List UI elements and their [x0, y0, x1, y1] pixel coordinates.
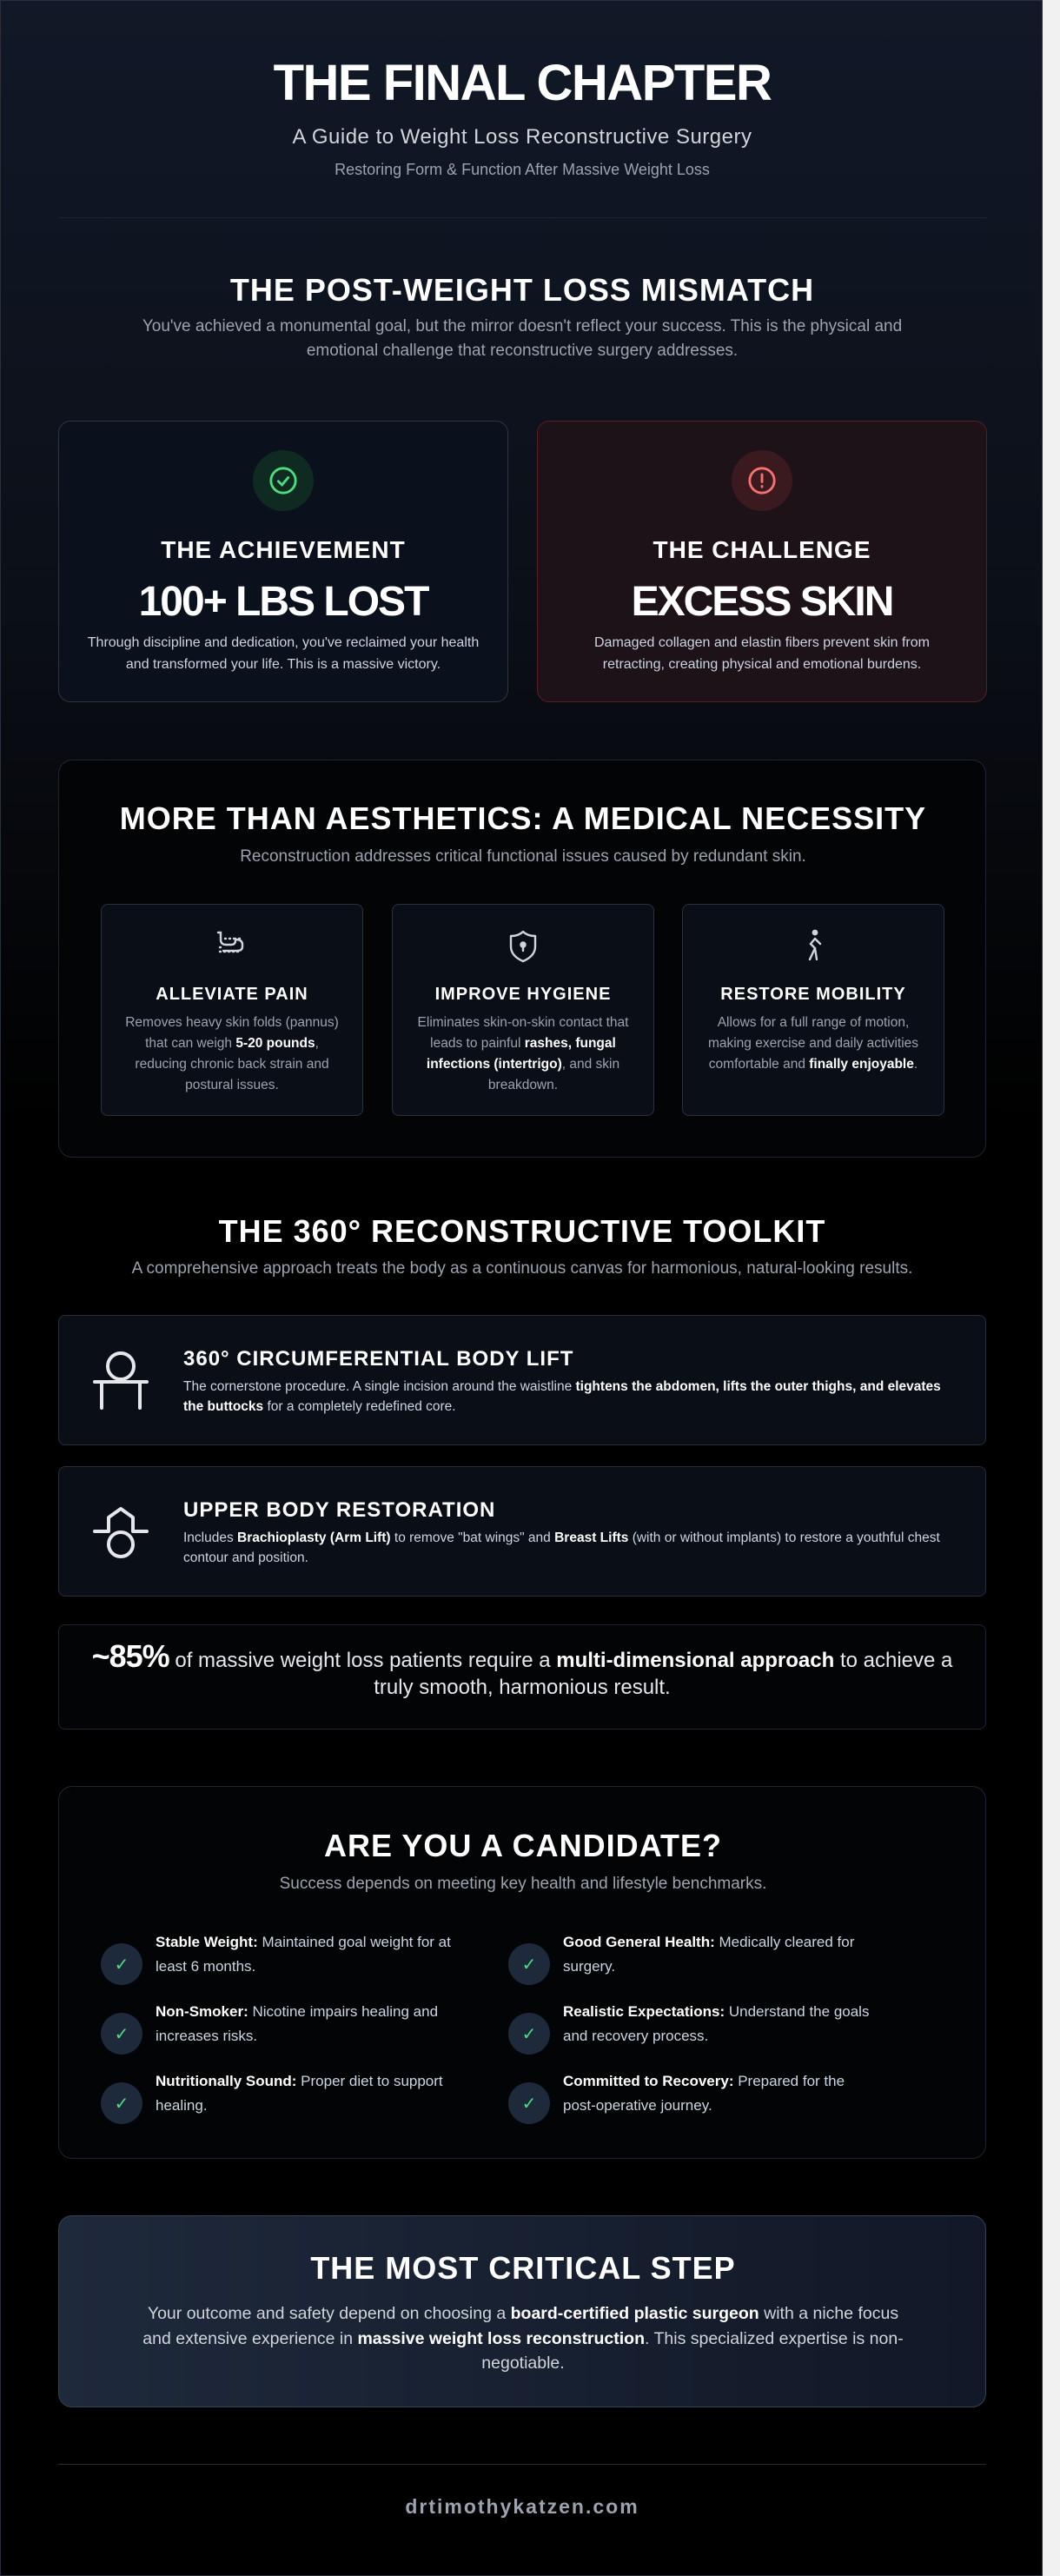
candidate-section [58, 1786, 986, 2159]
alert-circle-icon [732, 450, 792, 511]
mismatch-title: THE POST-WEIGHT LOSS MISMATCH [229, 272, 815, 308]
candidate-item [101, 1934, 474, 1995]
toolkit-card-desc: Includes Brachioplasty (Arm Lift) to remove "bat wings" and Breast Lifts (with or without implants) to restore a youthful chest contour and position. [183, 1530, 940, 1565]
candidate-item-text: Good General Health: Medically cleared for surgery. [563, 1934, 855, 1975]
candidate-item [508, 2003, 882, 2064]
candidate-subtitle: Success depends on meeting key health and lifestyle benchmarks. [279, 1875, 767, 1893]
check-icon: ✓ [101, 2013, 142, 2055]
subtitle: A Guide to Weight Loss Reconstructive Surgery [292, 125, 752, 149]
check-circle-icon [253, 450, 314, 511]
critical-title: THE MOST CRITICAL STEP [310, 2250, 736, 2286]
necessity-card-desc: Removes heavy skin folds (pannus) that can weigh 5-20 pounds, reducing chronic back strain and postural issues. [125, 1015, 339, 1092]
candidate-item-text: Realistic Expectations: Understand the goals and recovery process. [563, 2003, 870, 2044]
footer-divider [58, 2464, 986, 2465]
challenge-card [537, 421, 987, 702]
candidate-title: ARE YOU A CANDIDATE? [323, 1828, 722, 1863]
achievement-card [58, 421, 508, 702]
critical-step-card [58, 2215, 986, 2407]
challenge-desc: Damaged collagen and elastin fibers prevent skin from retracting, creating physical and emotional burdens. [594, 635, 930, 672]
achievement-label: THE ACHIEVEMENT [161, 536, 406, 563]
necessity-card-pain [101, 904, 363, 1116]
stat-card [58, 1624, 986, 1730]
check-icon: ✓ [508, 2013, 550, 2055]
walking-person-icon [796, 929, 831, 964]
candidate-item [101, 2003, 474, 2064]
toolkit-card-title: 360° CIRCUMFERENTIAL BODY LIFT [183, 1347, 574, 1371]
page-title: THE FINAL CHAPTER [273, 55, 772, 111]
candidate-item [101, 2073, 474, 2134]
lower-body-icon [90, 1347, 151, 1417]
footer-site-link[interactable]: drtimothykatzen.com [405, 2495, 639, 2518]
necessity-card-desc: Allows for a full range of motion, making exercise and daily activities comfortable and finally enjoyable. [707, 1015, 919, 1072]
check-icon: ✓ [508, 1943, 550, 1985]
necessity-card-title: IMPROVE HYGIENE [434, 985, 612, 1004]
achievement-value: 100+ LBS LOST [138, 579, 428, 625]
toolkit-card-body-lift [58, 1315, 986, 1445]
challenge-label: THE CHALLENGE [653, 536, 871, 563]
check-icon: ✓ [508, 2082, 550, 2124]
toolkit-card-upper-body [58, 1466, 986, 1597]
shield-lock-icon [506, 929, 540, 964]
candidate-item [508, 2073, 882, 2134]
upper-body-icon [90, 1498, 151, 1568]
necessity-card-hygiene [392, 904, 654, 1116]
candidate-item [508, 1934, 882, 1995]
candidate-item-text: Committed to Recovery: Prepared for the post-operative journey. [563, 2073, 845, 2114]
check-icon: ✓ [101, 2082, 142, 2124]
stat-text: ~85% of massive weight loss patients require a multi-dimensional approach to achieve a truly smooth, harmonious result. [91, 1638, 953, 1699]
divider [58, 217, 986, 218]
necessity-subtitle: Reconstruction addresses critical functional issues caused by redundant skin. [240, 847, 806, 866]
achievement-desc: Through discipline and dedication, you've reclaimed your health and transformed your life. This is a massive victory. [87, 635, 480, 672]
candidate-item-text: Stable Weight: Maintained goal weight for at least 6 months. [156, 1934, 451, 1975]
stat-value: ~85% [91, 1638, 169, 1674]
critical-text: Your outcome and safety depend on choosing a board-certified plastic surgeon with a niche focus and extensive experience in massive weight loss reconstruction. This specialized expertise is non-negotiable. [142, 2304, 904, 2373]
toolkit-title: THE 360° RECONSTRUCTIVE TOOLKIT [218, 1213, 826, 1249]
necessity-card-desc: Eliminates skin-on-skin contact that leads to painful rashes, fungal infections (intertrigo), and skin breakdown. [417, 1015, 629, 1092]
toolkit-subtitle: A comprehensive approach treats the body as a continuous canvas for harmonious, natural-looking results. [131, 1259, 913, 1278]
necessity-title: MORE THAN AESTHETICS: A MEDICAL NECESSITY [119, 800, 927, 836]
necessity-card-title: ALLEVIATE PAIN [156, 985, 308, 1004]
necessity-card-title: RESTORE MOBILITY [720, 985, 906, 1004]
candidate-item-text: Non-Smoker: Nicotine impairs healing and increases risks. [156, 2003, 439, 2044]
mismatch-intro: You've achieved a monumental goal, but the mirror doesn't reflect your success. This is the physical and emotional challenge that reconstructive surgery addresses. [142, 317, 903, 360]
candidate-item-text: Nutritionally Sound: Proper diet to support healing. [156, 2073, 443, 2114]
check-icon: ✓ [101, 1943, 142, 1985]
tagline: Restoring Form & Function After Massive Weight Loss [335, 161, 710, 178]
toolkit-card-desc: The cornerstone procedure. A single incision around the waistline tightens the abdomen, lifts the outer thighs, and elevates the buttocks for a completely redefined core. [183, 1379, 941, 1414]
necessity-card-mobility [682, 904, 944, 1116]
challenge-value: EXCESS SKIN [631, 579, 893, 625]
back-pain-icon [215, 929, 249, 964]
toolkit-card-title: UPPER BODY RESTORATION [183, 1498, 496, 1522]
necessity-section [58, 760, 986, 1158]
